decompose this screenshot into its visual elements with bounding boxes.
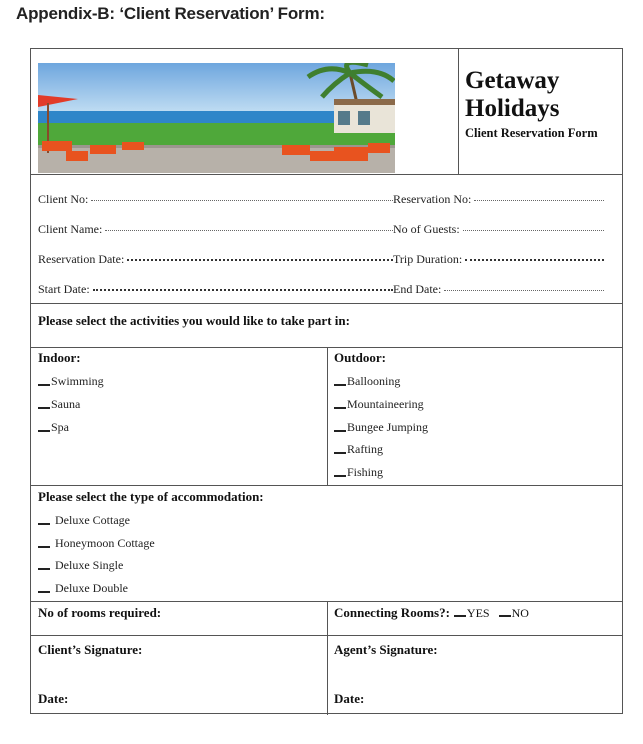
option-label: Honeymoon Cottage <box>55 536 155 550</box>
reservation-date-label: Reservation Date: <box>38 252 125 266</box>
end-date-label: End Date: <box>393 282 442 296</box>
outdoor-option-ballooning[interactable] <box>334 374 400 389</box>
client-no-line[interactable] <box>91 199 393 201</box>
connecting-rooms <box>334 605 529 621</box>
checkbox-blank-icon[interactable] <box>334 399 346 409</box>
page-heading: Appendix-B: ‘Client Reservation’ Form: <box>16 4 325 23</box>
trip-duration-label: Trip Duration: <box>393 252 463 266</box>
activities-divider <box>327 347 328 485</box>
end-date-field[interactable] <box>393 282 604 297</box>
option-label: Sauna <box>51 397 81 411</box>
bottom-divider <box>327 601 328 715</box>
option-label: Spa <box>51 420 69 434</box>
checkbox-blank-icon[interactable] <box>38 515 50 525</box>
outdoor-option-bungee-jumping[interactable] <box>334 420 428 435</box>
checkbox-blank-icon[interactable] <box>334 467 346 477</box>
checkbox-blank-icon[interactable] <box>38 376 50 386</box>
connecting-rooms-label: Connecting Rooms?: <box>334 605 450 620</box>
client-name-field[interactable] <box>38 222 393 237</box>
option-label: Deluxe Single <box>55 558 124 572</box>
checkbox-blank-icon[interactable] <box>454 607 466 617</box>
outdoor-option-fishing[interactable] <box>334 465 383 480</box>
accommodation-option-deluxe-cottage[interactable] <box>38 513 130 528</box>
client-no-label: Client No: <box>38 192 89 206</box>
client-date-label[interactable]: Date: <box>38 691 69 706</box>
client-name-line[interactable] <box>105 229 393 231</box>
checkbox-blank-icon[interactable] <box>499 607 511 617</box>
option-label: Mountaineering <box>347 397 424 411</box>
checkbox-blank-icon[interactable] <box>38 422 50 432</box>
start-date-label: Start Date: <box>38 282 90 296</box>
checkbox-blank-icon[interactable] <box>334 444 346 454</box>
indoor-option-sauna[interactable] <box>38 397 80 412</box>
checkbox-blank-icon[interactable] <box>334 422 346 432</box>
checkbox-blank-icon[interactable] <box>38 538 50 548</box>
checkbox-blank-icon[interactable] <box>334 376 346 386</box>
divider <box>31 174 622 175</box>
no-of-guests-field[interactable] <box>393 222 604 237</box>
option-label: Ballooning <box>347 374 401 388</box>
agent-signature-label[interactable]: Agent’s Signature: <box>334 642 438 657</box>
divider <box>31 635 622 636</box>
outdoor-option-rafting[interactable] <box>334 442 383 457</box>
accommodation-option-deluxe-single[interactable] <box>38 558 123 573</box>
accommodation-prompt: Please select the type of accommodation: <box>38 489 264 504</box>
divider <box>31 303 622 304</box>
outdoor-heading: Outdoor: <box>334 350 386 365</box>
option-label: Deluxe Cottage <box>55 513 130 527</box>
option-label: Fishing <box>347 465 384 479</box>
resort-beach-photo <box>38 63 395 173</box>
accommodation-option-honeymoon-cottage[interactable] <box>38 536 155 551</box>
client-name-label: Client Name: <box>38 222 103 236</box>
header-divider <box>458 49 459 174</box>
checkbox-blank-icon[interactable] <box>38 583 50 593</box>
accommodation-option-deluxe-double[interactable] <box>38 581 128 596</box>
indoor-heading: Indoor: <box>38 350 81 365</box>
brand-title-line1: Getaway <box>465 67 560 94</box>
reservation-form <box>30 48 623 714</box>
activities-prompt: Please select the activities you would like to take part in: <box>38 313 350 328</box>
trip-duration-line[interactable] <box>465 258 604 261</box>
trip-duration-field[interactable] <box>393 252 604 267</box>
reservation-no-field[interactable] <box>393 192 604 207</box>
checkbox-blank-icon[interactable] <box>38 399 50 409</box>
start-date-line[interactable] <box>93 288 393 291</box>
client-no-field[interactable] <box>38 192 393 207</box>
brand-title <box>465 67 559 123</box>
rooms-required-label[interactable]: No of rooms required: <box>38 605 162 620</box>
brand-title-line2: Holidays <box>465 95 560 122</box>
no-option[interactable]: NO <box>511 605 529 620</box>
option-label: Bungee Jumping <box>347 420 428 434</box>
outdoor-option-mountaineering[interactable] <box>334 397 424 412</box>
client-signature-label[interactable]: Client’s Signature: <box>38 642 143 657</box>
option-label: Deluxe Double <box>55 581 128 595</box>
option-label: Swimming <box>51 374 104 388</box>
resort-photo-icon <box>38 63 395 173</box>
reservation-no-label: Reservation No: <box>393 192 472 206</box>
no-of-guests-line[interactable] <box>463 229 604 231</box>
option-label: Rafting <box>347 442 383 456</box>
checkbox-blank-icon[interactable] <box>38 560 50 570</box>
agent-date-label[interactable]: Date: <box>334 691 365 706</box>
brand-subtitle: Client Reservation Form <box>465 126 598 140</box>
divider <box>31 485 622 486</box>
indoor-option-spa[interactable] <box>38 420 69 435</box>
reservation-date-line[interactable] <box>127 258 393 261</box>
start-date-field[interactable] <box>38 282 393 297</box>
reservation-no-line[interactable] <box>474 199 604 201</box>
end-date-line[interactable] <box>444 289 604 291</box>
reservation-date-field[interactable] <box>38 252 393 267</box>
yes-option[interactable]: YES <box>466 605 490 620</box>
no-of-guests-label: No of Guests: <box>393 222 460 236</box>
indoor-option-swimming[interactable] <box>38 374 104 389</box>
